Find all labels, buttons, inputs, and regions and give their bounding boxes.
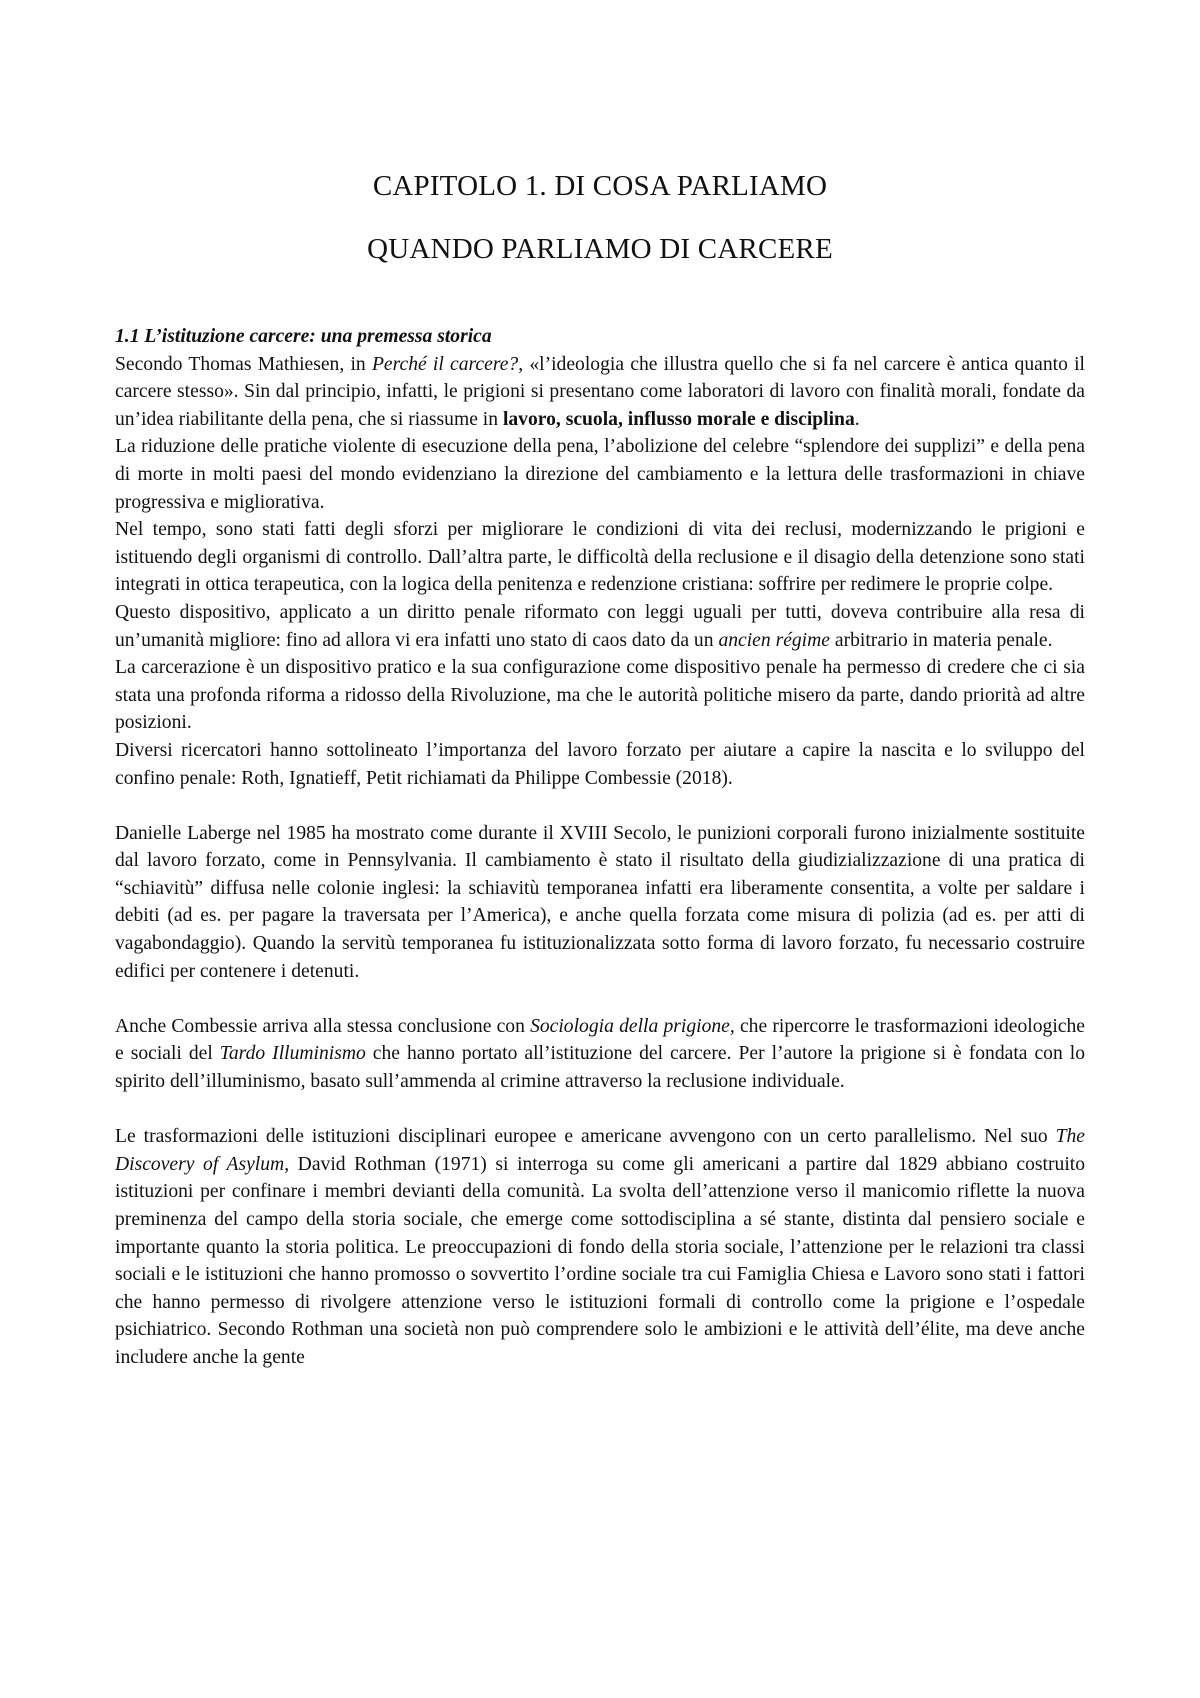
paragraph: La riduzione delle pratiche violente di esecuzione della pena, l’abolizione del celebre “splendore dei supplizi” e della pena di morte in molti paesi del mondo evidenziano la direzione del cambiamento e la lettura delle trasformazioni in chiave progressiva e migliorativa.	[115, 436, 1085, 513]
italic-term: ancien régime	[718, 629, 830, 651]
text-run: , «l’ideologia che illustra quello che si fa nel carcere è antica quanto il carcere stesso». Sin dal principio, infatti, le prigioni si presentano come laboratori di lavoro con finalità morali, fondate da un’idea riabilitante della pena, che si riassume in	[115, 353, 1085, 430]
text-run: che ripercorre le trasformazioni ideologiche e sociali del	[115, 1015, 1085, 1065]
book-title: Sociologia della prigione,	[530, 1015, 735, 1037]
text-run: .	[854, 408, 860, 430]
book-title: Perché il carcere?	[371, 353, 519, 375]
paragraph	[115, 599, 1085, 654]
italic-term: Tardo Illuminismo	[219, 1043, 366, 1065]
text-run: che hanno portato all’istituzione del carcere. Per l’autore la prigione si è fondata con lo spirito dell’illuminismo, basato sull’ammenda al crimine attraverso la reclusione individuale.	[115, 1043, 1085, 1093]
text-run: Anche Combessie arriva alla stessa conclusione con	[115, 1015, 531, 1037]
section-heading: 1.1 L’istituzione carcere: una premessa storica	[115, 326, 492, 347]
paragraph	[115, 351, 1085, 434]
paragraph: Diversi ricercatori hanno sottolineato l’importanza del lavoro forzato per aiutare a capire la nascita e lo sviluppo del confino penale: Roth, Ignatieff, Petit richiamati da Philippe Combessie (2018).	[115, 739, 1085, 789]
chapter-title-line-1: CAPITOLO 1. DI COSA PARLIAMO	[372, 170, 828, 202]
text-run: arbitrario in materia penale.	[829, 629, 1053, 651]
paragraph: Danielle Laberge nel 1985 ha mostrato come durante il XVIII Secolo, le punizioni corporali furono inizialmente sostituite dal lavoro forzato, come in Pennsylvania. Il cambiamento è stato il risultato della giudizializzazione di una pratica di “schiavitù” diffusa nelle colonie inglesi: la schiavitù temporanea infatti era liberamente consentita, a volte per saldare i debiti (ad es. per pagare la traversata per l’America), e anche quella forzata come misura di polizia (ad es. per atti di vagabondaggio). Quando la servitù temporanea fu istituzionalizzata sotto forma di lavoro forzato, fu necessario costruire edifici per contenere i detenuti.	[115, 822, 1085, 982]
text-run: Le trasformazioni delle istituzioni disciplinari europee e americane avvengono con un certo parallelismo. Nel suo	[115, 1126, 1056, 1148]
paragraph	[115, 1123, 1085, 1371]
text-run: , David Rothman (1971) si interroga su come gli americani a partire dal 1829 abbiano costruito istituzioni per confinare i membri devianti della comunità. La svolta dell’attenzione verso il manicomio riflette la nuova preminenza del campo della storia sociale, che emerge come sottodisciplina a sé stante, distinta dal pensiero sociale e importante quanto la storia politica. Le preoccupazioni di fondo della storia sociale, l’attenzione per le relazioni tra classi sociali e le istituzioni che hanno promosso o sovvertito l’ordine sociale tra cui Famiglia Chiesa e Lavoro sono stati i fattori che hanno permesso di rivolgere attenzione verso le istituzioni formali di controllo come la prigione e l’ospedale psichiatrico. Secondo Rothman una società non può comprendere solo le ambizioni e le attività dell’élite, ma deve anche includere anche la gente	[115, 1153, 1085, 1368]
text-run: Secondo Thomas Mathiesen, in	[115, 353, 372, 375]
text-run: Questo dispositivo, applicato a un diritto penale riformato con leggi uguali per tutti, doveva contribuire alla resa di un’umanità migliore: fino ad allora vi era infatti uno stato di caos dato da un	[115, 601, 1085, 651]
paragraph: Nel tempo, sono stati fatti degli sforzi per migliorare le condizioni di vita dei reclusi, modernizzando le prigioni e istituendo degli organismi di controllo. Dall’altra parte, le difficoltà della reclusione e il disagio della detenzione sono stati integrati in ottica terapeutica, con la logica della penitenza e redenzione cristiana: soffrire per redimere le proprie colpe.	[115, 519, 1085, 596]
document-body	[115, 323, 1085, 1372]
paragraph: La carcerazione è un dispositivo pratico e la sua configurazione come dispositivo penale ha permesso di credere che ci sia stata una profonda riforma a ridosso della Rivoluzione, ma che le autorità politiche misero da parte, dando priorità ad altre posizioni.	[115, 657, 1085, 734]
paragraph	[115, 1013, 1085, 1096]
chapter-title-line-2: QUANDO PARLIAMO DI CARCERE	[367, 233, 833, 265]
bold-phrase: lavoro, scuola, influsso morale e disciplina	[502, 408, 855, 430]
book-title: The Discovery of Asylum	[115, 1126, 1085, 1175]
